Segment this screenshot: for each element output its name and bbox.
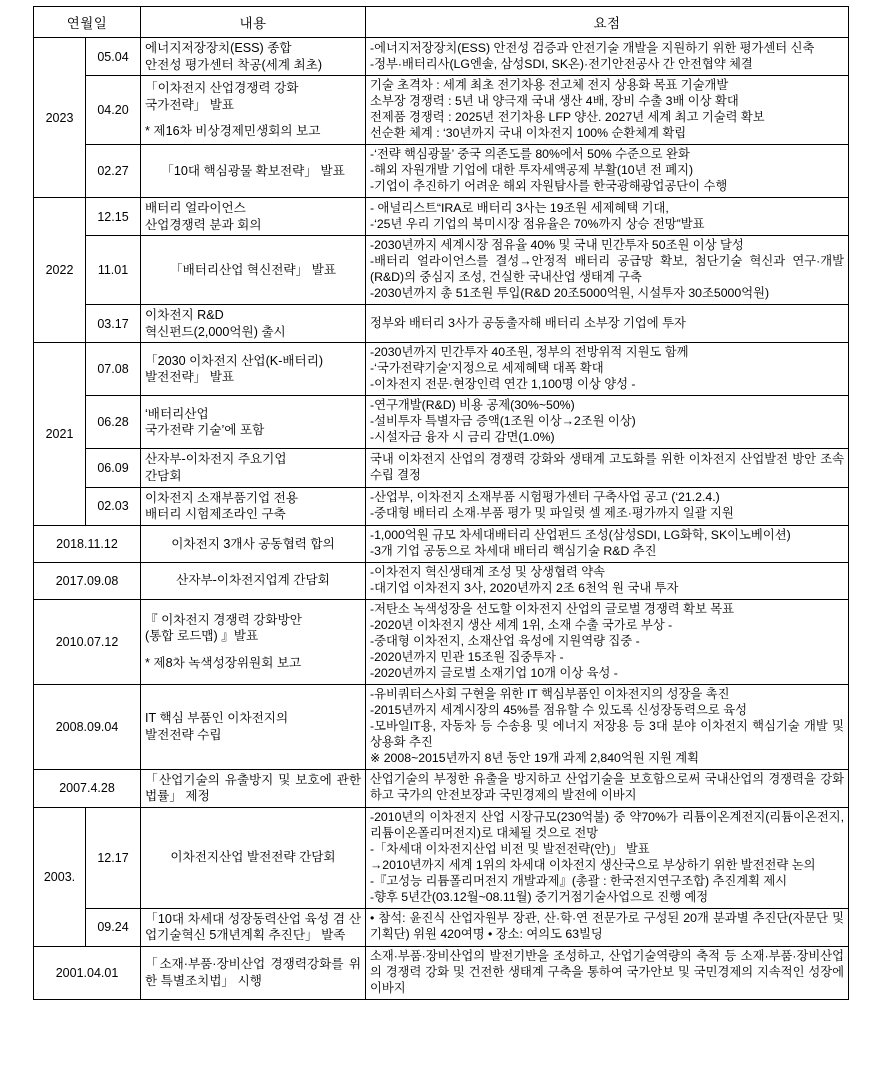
cell-points	[366, 343, 849, 396]
point-line: -저탄소 녹색성장을 선도할 이차전지 산업의 글로벌 경쟁력 확보 목표	[370, 601, 735, 616]
cell-content	[141, 236, 366, 305]
point-line: →2010년까지 세계 1위의 차세대 이차전지 생산국으로 부상하기 위한 발전전략 논의	[370, 857, 816, 872]
point-line: 소재·부품·장비산업의 발전기반을 조성하고, 산업기술역량의 축적 등 소재·부품·장비산업의 경쟁력 강화 및 건전한 생태계 구축을 통하여 국가안보 및 국민경제의 지속적인 성장에 이바지	[370, 948, 844, 995]
cell-monthday: 03.17	[86, 305, 141, 343]
point-line: -이차전지 혁신생태계 조성 및 상생협력 약속	[370, 564, 605, 579]
cell-monthday: 02.27	[86, 145, 141, 198]
content-line: 배터리 시험제조라인 구축	[145, 507, 286, 522]
cell-date: 2010.07.12	[34, 599, 141, 684]
content-line: 이차전지 소재부품기업 전용	[145, 490, 298, 505]
point-line: -향후 5년간(03.12월~08.11월) 중기거점기술사업으로 진행 예정	[370, 889, 709, 904]
cell-date: 2018.11.12	[34, 525, 141, 562]
cell-content	[141, 343, 366, 396]
content-line: 「배터리산업 혁신전략」 발표	[169, 262, 336, 277]
cell-points	[366, 449, 849, 487]
point-line: -2020년 이차전지 생산 세계 1위, 소재 수출 국가로 부상 -	[370, 617, 673, 632]
content-line: 산자부-이차전지 주요기업	[145, 452, 287, 467]
cell-monthday: 06.09	[86, 449, 141, 487]
point-line: -2020년까지 민관 15조원 집중투자 -	[370, 649, 564, 664]
point-line: -시설자금 융자 시 금리 감면(1.0%)	[370, 430, 555, 445]
point-line: -2020년까지 글로벌 소재기업 10개 이상 육성 -	[370, 665, 618, 680]
content-line: 「10대 차세대 성장동력산업 육성 겸 산업기술혁신 5개년계획 추진단」 발족	[145, 911, 361, 943]
cell-content	[141, 145, 366, 198]
content-line: IT 핵심 부품인 이차전지의	[145, 711, 289, 726]
cell-monthday: 12.17	[86, 807, 141, 908]
header-points: 요점	[366, 7, 849, 38]
cell-content	[141, 525, 366, 562]
cell-content	[141, 807, 366, 908]
table-header-row	[34, 7, 849, 38]
cell-points	[366, 236, 849, 305]
point-line: -산업부, 이차전지 소재부품 시험평가센터 구축사업 공고 (‘21.2.4.)	[370, 490, 720, 505]
point-line: - 애널리스트“IRA로 배터리 3사는 19조원 세제혜택 기대,	[370, 200, 669, 215]
point-line: -설비투자 특별자금 증액(1조원 이상→2조원 이상)	[370, 414, 636, 429]
point-line: -2030년까지 총 51조원 투입(R&D 20조5000억원, 시설투자 30조5000억원)	[370, 286, 770, 301]
content-line: 「소재·부품·장비산업 경쟁력강화를 위한 특별조치법」 시행	[145, 957, 361, 988]
cell-date: 2001.04.01	[34, 946, 141, 999]
point-line: -중대형 이차전지, 소재산업 육성에 지원역량 집중 -	[370, 633, 640, 648]
point-line: -에너지저장장치(ESS) 안전성 검증과 안전기술 개발을 지원하기 위한 평가센터 신축	[370, 40, 815, 55]
cell-points	[366, 562, 849, 599]
table-row	[34, 396, 849, 449]
cell-content	[141, 76, 366, 145]
point-line: -기업이 추진하기 어려운 해외 자원탐사를 한국광해광업공단이 수행	[370, 179, 728, 194]
cell-points	[366, 525, 849, 562]
table-row	[34, 76, 849, 145]
cell-date: 2017.09.08	[34, 562, 141, 599]
header-content: 내용	[141, 7, 366, 38]
content-line: 이차전지산업 발전전략 간담회	[170, 850, 336, 865]
table-row	[34, 236, 849, 305]
content-line: 배터리 얼라이언스	[145, 201, 246, 216]
point-line: -유비쿼터스사회 구현을 위한 IT 핵심부품인 이차전지의 성장을 촉진	[370, 686, 730, 701]
table-row	[34, 599, 849, 684]
point-line: -2030년까지 세계시장 점유율 40% 및 국내 민간투자 50조원 이상 달성	[370, 238, 744, 253]
point-line: • 참석: 윤진식 산업자원부 장관, 산·학·연 전문가로 구성된 20개 분과별 추진단(자문단 및 기획단) 위원 420여명 • 장소: 여의도 63빌딩	[370, 911, 844, 942]
point-line: 소부장 경쟁력 : 5년 내 양극재 국내 생산 4배, 장비 수출 3배 이상 확대	[370, 94, 739, 109]
cell-content	[141, 198, 366, 236]
cell-year: 2003.	[34, 807, 86, 946]
table-row	[34, 807, 849, 908]
table-row	[34, 449, 849, 487]
point-line: -‘25년 우리 기업의 북미시장 점유율은 70%까지 상승 전망”발표	[370, 216, 705, 231]
cell-points	[366, 946, 849, 999]
content-line: ‘배터리산업	[145, 406, 209, 421]
cell-points	[366, 38, 849, 76]
cell-content	[141, 305, 366, 343]
cell-content	[141, 562, 366, 599]
table-row	[34, 908, 849, 946]
point-line: -모바일IT용, 자동차 등 수송용 및 에너지 저장용 등 3대 분야 이차전지 핵심기술 개발 및 상용화 추진	[370, 718, 844, 749]
cell-points	[366, 305, 849, 343]
cell-points	[366, 145, 849, 198]
content-line: 발전전략 수립	[145, 727, 222, 742]
content-line: 이차전지 R&D	[145, 308, 224, 323]
point-line: -대기업 이차전지 3사, 2020년까지 2조 6천억 원 국내 투자	[370, 580, 679, 595]
cell-monthday: 05.04	[86, 38, 141, 76]
point-line: -2010년의 이차전지 산업 시장규모(230억불) 중 약70%가 리튬이온계전지(리튬이온전지, 리튬이온폴리머전지)로 대체될 것으로 전망	[370, 809, 844, 840]
point-line: -‘전략 핵심광물’ 중국 의존도를 80%에서 50% 수준으로 완화	[370, 147, 690, 162]
point-line: -2015년까지 세계시장의 45%를 점유할 수 있도록 신성장동력으로 육성	[370, 702, 747, 717]
policy-history-table	[33, 6, 849, 1000]
cell-content	[141, 449, 366, 487]
point-line: 산업기술의 부정한 유출을 방지하고 산업기술을 보호함으로써 국내산업의 경쟁력을 강화하고 국가의 안전보장과 국민경제의 발전에 이바지	[370, 772, 844, 803]
table-row	[34, 38, 849, 76]
point-line: -『고성능 리튬폴리머전지 개발과제』(총괄 : 한국전지연구조합) 추진계획 제시	[370, 873, 788, 888]
content-line: 국가전략 기술’에 포함	[145, 423, 265, 438]
content-line: 안전성 평가센터 착공(세계 최초)	[145, 57, 323, 72]
cell-year: 2022	[34, 198, 86, 343]
table-row	[34, 684, 849, 769]
content-line: 「산업기술의 유출방지 및 보호에 관한 법률」 제정	[145, 772, 361, 804]
point-line: -1,000억원 규모 차세대배터리 산업펀드 조성(삼성SDI, LG화학, SK이노베이션)	[370, 527, 791, 542]
point-line: -「차세대 이차전지산업 비전 및 발전전략(안)」 발표	[370, 841, 650, 856]
cell-year: 2023	[34, 38, 86, 198]
content-line: * 제8차 녹색성장위원회 보고	[145, 656, 302, 671]
cell-content	[141, 396, 366, 449]
point-line: -이차전지 전문·현장인력 연간 1,100명 이상 양성 -	[370, 377, 636, 392]
content-line: 혁신펀드(2,000억원) 출시	[145, 324, 286, 339]
cell-points	[366, 487, 849, 525]
cell-monthday: 11.01	[86, 236, 141, 305]
table-row	[34, 305, 849, 343]
point-line: -해외 자원개발 기업에 대한 투자세액공제 부활(10년 전 폐지)	[370, 163, 694, 178]
cell-date: 2008.09.04	[34, 684, 141, 769]
content-line: 국가전략」 발표	[145, 97, 235, 112]
cell-content	[141, 487, 366, 525]
cell-content	[141, 769, 366, 807]
table-row	[34, 198, 849, 236]
cell-monthday: 07.08	[86, 343, 141, 396]
cell-content	[141, 38, 366, 76]
point-line: -배터리 얼라이언스를 결성→안정적 배터리 공급망 확보, 첨단기술 혁신과 연구·개발(R&D)의 중심지 조성, 건실한 국내산업 생태계 구축	[370, 254, 844, 285]
table-row	[34, 769, 849, 807]
table-body	[34, 38, 849, 1000]
point-line: 정부와 배터리 3사가 공동출자해 배터리 소부장 기업에 투자	[370, 315, 686, 330]
content-line: 「2030 이차전지 산업(K-배터리)	[145, 353, 324, 368]
point-line: -정부·배터리사(LG엔솔, 삼성SDI, SK온)·전기안전공사 간 안전협약 체결	[370, 56, 753, 71]
table-row	[34, 946, 849, 999]
cell-date: 2007.4.28	[34, 769, 141, 807]
cell-content	[141, 908, 366, 946]
header-date: 연월일	[34, 7, 141, 38]
content-line: (통합 로드맵) 』발표	[145, 629, 259, 644]
point-line: 기술 초격차 : 세계 최초 전기차용 전고체 전지 상용화 목표 기술개발	[370, 78, 729, 93]
point-line: 선순환 체계 : ‘30년까지 국내 이차전지 100% 순환체계 확립	[370, 126, 687, 141]
cell-points	[366, 908, 849, 946]
cell-points	[366, 396, 849, 449]
content-line: 발전전략」 발표	[145, 370, 235, 385]
table-row	[34, 562, 849, 599]
point-line: -중대형 배터리 소재·부품 평가 및 파일럿 셀 제조·평가까지 일괄 지원	[370, 506, 734, 521]
cell-monthday: 02.03	[86, 487, 141, 525]
cell-monthday: 12.15	[86, 198, 141, 236]
content-line: 「이차전지 산업경쟁력 강화	[145, 81, 299, 96]
table-row	[34, 487, 849, 525]
point-line: -‘국가전략기술’지정으로 세제혜택 대폭 확대	[370, 361, 604, 376]
table-row	[34, 525, 849, 562]
point-line: ※ 2008~2015년까지 8년 동안 19개 과제 2,840억원 지원 계획	[370, 750, 699, 765]
point-line: -연구개발(R&D) 비용 공제(30%~50%)	[370, 398, 575, 413]
cell-monthday: 06.28	[86, 396, 141, 449]
cell-points	[366, 807, 849, 908]
cell-monthday: 04.20	[86, 76, 141, 145]
content-line: 『 이차전지 경쟁력 강화방안	[145, 612, 302, 627]
point-line: 전제품 경쟁력 : 2025년 전기차용 LFP 양산. 2027년 세계 최고 기술력 확보	[370, 110, 765, 125]
content-line: 간담회	[145, 469, 182, 483]
point-line: 국내 이차전지 산업의 경쟁력 강화와 생태계 고도화를 위한 이차전지 산업발전 방안 조속 수립 결정	[370, 452, 844, 482]
content-line: 산자부-이차전지업계 간담회	[176, 573, 330, 588]
cell-content	[141, 599, 366, 684]
cell-monthday: 09.24	[86, 908, 141, 946]
cell-points	[366, 198, 849, 236]
table-row	[34, 343, 849, 396]
cell-content	[141, 684, 366, 769]
line-gap	[145, 645, 361, 655]
line-gap	[145, 113, 361, 123]
content-line: 「10대 핵심광물 확보전략」 발표	[161, 163, 345, 178]
content-line: 에너지저장장치(ESS) 종합	[145, 41, 292, 55]
cell-year: 2021	[34, 343, 86, 525]
content-line: 산업경쟁력 분과 회의	[145, 217, 262, 232]
cell-points	[366, 769, 849, 807]
cell-points	[366, 76, 849, 145]
content-line: 이차전지 3개사 공동협력 합의	[171, 536, 335, 551]
cell-points	[366, 684, 849, 769]
content-line: * 제16차 비상경제민생회의 보고	[145, 124, 321, 139]
point-line: -2030년까지 민간투자 40조원, 정부의 전방위적 지원도 함께	[370, 345, 689, 360]
table-row	[34, 145, 849, 198]
point-line: -3개 기업 공동으로 차세대 배터리 핵심기술 R&D 추진	[370, 543, 657, 558]
cell-points	[366, 599, 849, 684]
cell-content	[141, 946, 366, 999]
table-header	[34, 7, 849, 38]
